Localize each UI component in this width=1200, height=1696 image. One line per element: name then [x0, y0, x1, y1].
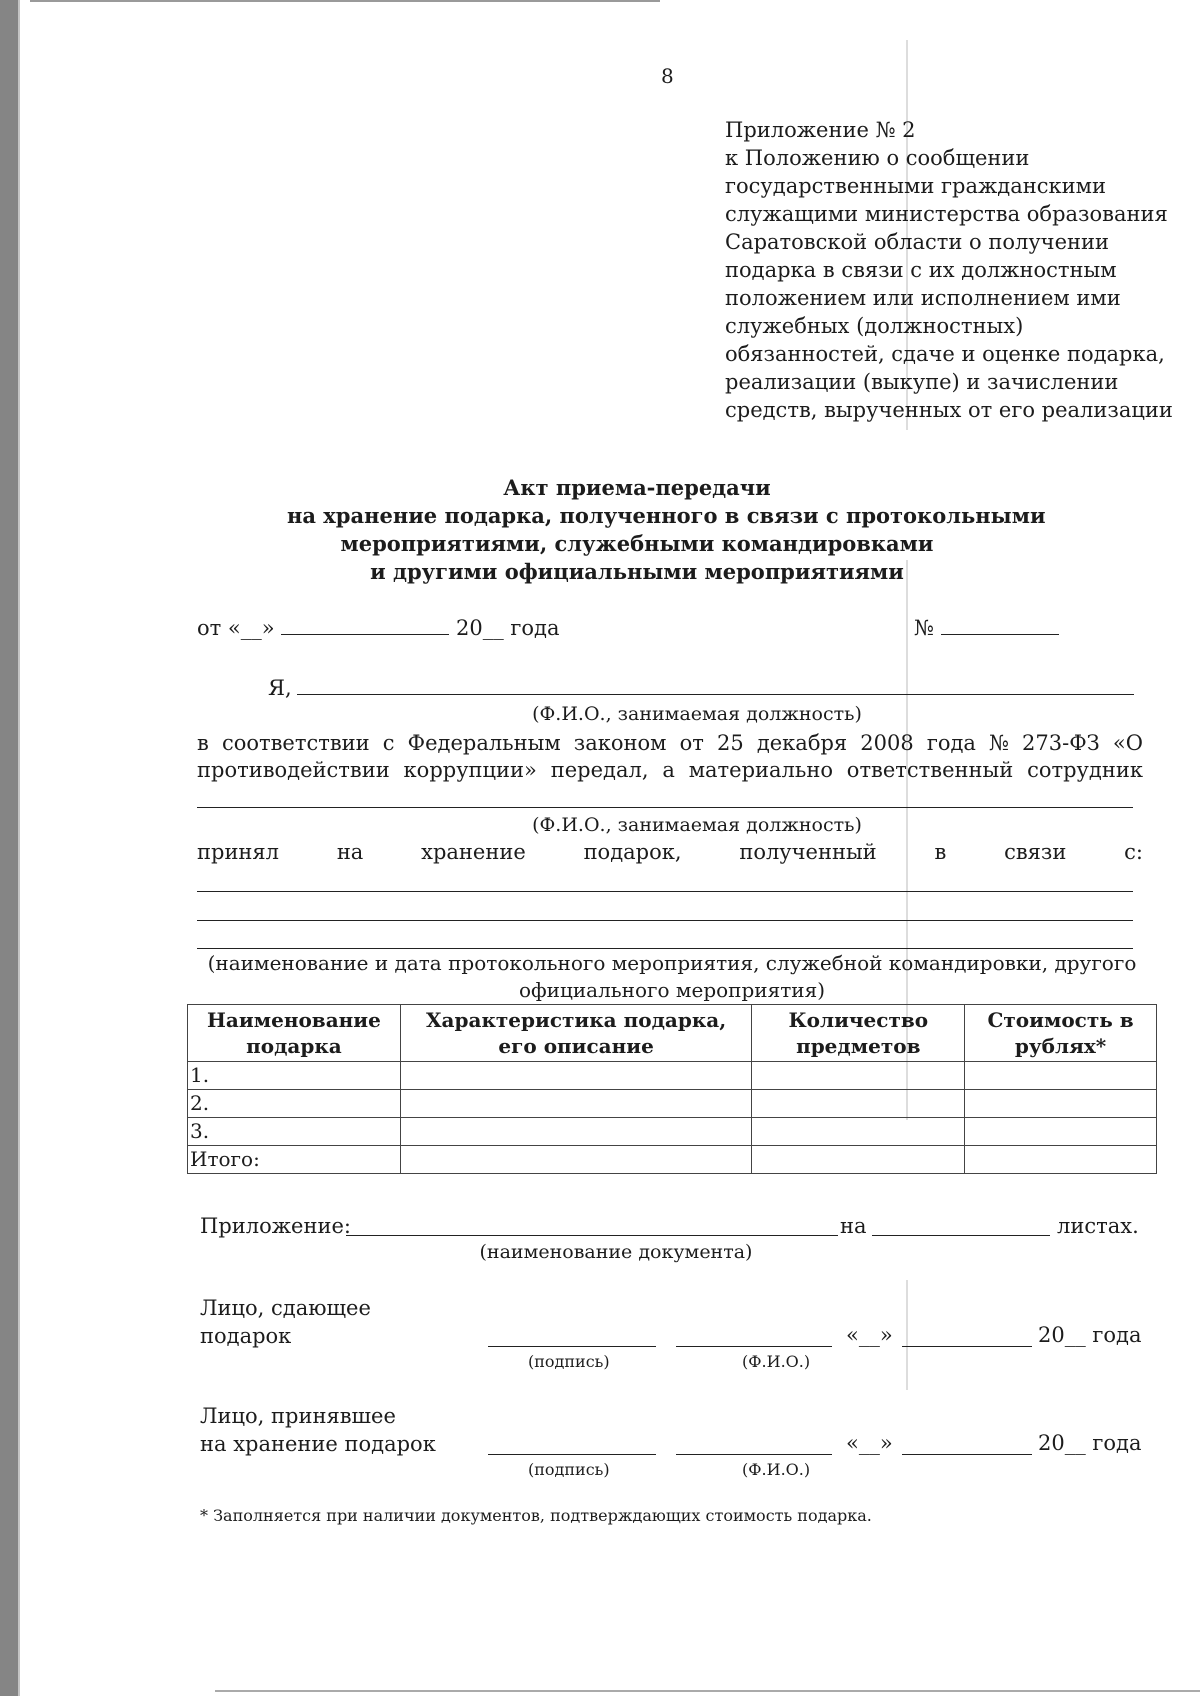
- word: принял: [197, 840, 280, 864]
- receiver-signature-blank[interactable]: [488, 1454, 656, 1455]
- footnote: * Заполняется при наличии документов, подтверждающих стоимость подарка.: [200, 1506, 872, 1525]
- scan-fold-line: [906, 1280, 908, 1390]
- appendix-line: подарка в связи с их должностным: [725, 258, 1117, 282]
- giver-date-day: «__»: [846, 1323, 893, 1347]
- table-cell[interactable]: [400, 1118, 751, 1146]
- appendix-line: государственными гражданскими: [725, 174, 1106, 198]
- act-title-line: мероприятиями, служебными командировками: [340, 531, 934, 556]
- giver-person-line: подарок: [200, 1324, 292, 1348]
- event-caption-line: (наименование и дата протокольного мероприятия, служебной командировки, другого: [207, 951, 1137, 975]
- table-cell[interactable]: [965, 1090, 1157, 1118]
- word: на: [336, 840, 364, 864]
- receiver-person-line: на хранение подарок: [200, 1432, 436, 1456]
- word: в: [197, 731, 209, 755]
- event-caption: [187, 950, 1157, 1004]
- law-text-line-2: [197, 756, 1143, 784]
- word: года: [926, 731, 976, 755]
- word: связи: [1004, 840, 1067, 864]
- word: с:: [1124, 840, 1143, 864]
- receiver-date-month-blank[interactable]: [902, 1454, 1032, 1455]
- column-header-cost: Стоимость в рублях*: [965, 1005, 1157, 1062]
- receiver-fio-caption: (Ф.И.О., занимаемая должность): [532, 814, 862, 836]
- table-cell[interactable]: 1.: [188, 1062, 401, 1090]
- giver-fio-name-blank[interactable]: [676, 1346, 832, 1347]
- gifts-table: [187, 1004, 1157, 1174]
- word: полученный: [739, 840, 877, 864]
- column-header-description: Характеристика подарка, его описание: [400, 1005, 751, 1062]
- receiver-person-line: Лицо, принявшее: [200, 1404, 396, 1428]
- word: а: [662, 758, 675, 782]
- event-blank-2[interactable]: [197, 920, 1133, 921]
- appendix-line: реализации (выкупе) и зачислении: [725, 370, 1119, 394]
- word: подарок,: [583, 840, 682, 864]
- attachment-sheets-blank[interactable]: [872, 1235, 1050, 1236]
- attachment-label: Приложение:: [200, 1214, 351, 1238]
- act-title-line: Акт приема-передачи: [503, 475, 771, 500]
- ya-label: Я,: [268, 676, 292, 700]
- word: сотрудник: [1027, 758, 1143, 782]
- event-caption-line: официального мероприятия): [518, 978, 826, 1002]
- date-year: 20__ года: [456, 616, 560, 640]
- act-title-line: и другими официальными мероприятиями: [370, 559, 904, 584]
- accepted-line: [197, 838, 1143, 866]
- table-cell[interactable]: [400, 1062, 751, 1090]
- word: хранение: [421, 840, 526, 864]
- table-cell: Итого:: [188, 1146, 401, 1174]
- receiver-date-year: 20__ года: [1038, 1431, 1142, 1455]
- table-cell[interactable]: [965, 1062, 1157, 1090]
- table-cell[interactable]: 2.: [188, 1090, 401, 1118]
- table-cell[interactable]: [752, 1146, 965, 1174]
- table-row-total: [188, 1146, 1157, 1174]
- act-number-blank[interactable]: [941, 614, 1059, 635]
- word: Федеральным: [407, 731, 561, 755]
- act-title: [287, 474, 1046, 586]
- table-row: [188, 1090, 1157, 1118]
- word: 273-ФЗ: [1022, 731, 1100, 755]
- receiver-sign-caption: (подпись): [528, 1460, 610, 1479]
- giver-fio-blank[interactable]: [297, 694, 1134, 695]
- giver-date-year: 20__ года: [1038, 1323, 1142, 1347]
- word: с: [382, 731, 395, 755]
- date-month-blank[interactable]: [281, 614, 449, 635]
- word: передал,: [550, 758, 649, 782]
- appendix-line: служебных (должностных): [725, 314, 1024, 338]
- word: в: [934, 840, 947, 864]
- word: декабря: [756, 731, 848, 755]
- giver-person-line: Лицо, сдающее: [200, 1296, 371, 1320]
- column-header-quantity: Количество предметов: [752, 1005, 965, 1062]
- attachment-on: на: [840, 1214, 867, 1238]
- attachment-name-blank[interactable]: [346, 1235, 838, 1236]
- word: ответственный: [846, 758, 1014, 782]
- receiver-fio-short-caption: (Ф.И.О.): [742, 1460, 811, 1479]
- appendix-line: обязанностей, сдаче и оценке подарка,: [725, 342, 1165, 366]
- scan-left-edge: [0, 0, 18, 1696]
- word: 25: [716, 731, 744, 755]
- table-cell[interactable]: [400, 1090, 751, 1118]
- table-cell[interactable]: [965, 1118, 1157, 1146]
- table-row: [188, 1118, 1157, 1146]
- page-number: 8: [661, 64, 674, 88]
- appendix-line: служащими министерства образования: [725, 202, 1168, 226]
- receiver-fio-name-blank[interactable]: [676, 1454, 832, 1455]
- word: противодействии: [197, 758, 390, 782]
- scan-top-edge: [30, 0, 660, 2]
- receiver-date-day: «__»: [846, 1431, 893, 1455]
- receiver-fio-blank[interactable]: [197, 807, 1133, 808]
- act-number-line: [914, 614, 1059, 642]
- act-date-line: [197, 614, 560, 642]
- act-title-line: на хранение подарка, полученного в связи с протокольными: [287, 503, 1046, 528]
- table-cell[interactable]: [400, 1146, 751, 1174]
- word: №: [989, 731, 1009, 755]
- word: коррупции»: [403, 758, 537, 782]
- appendix-line: к Положению о сообщении: [725, 146, 1030, 170]
- appendix-title: Приложение № 2: [725, 118, 916, 142]
- giver-sign-caption: (подпись): [528, 1352, 610, 1371]
- table-cell[interactable]: [752, 1090, 965, 1118]
- giver-person-label: [200, 1294, 371, 1350]
- scan-left-edge-shadow: [18, 0, 20, 1696]
- appendix-line: положением или исполнением ими: [725, 286, 1121, 310]
- word: соответствии: [221, 731, 370, 755]
- table-row: [188, 1062, 1157, 1090]
- table-cell[interactable]: [752, 1062, 965, 1090]
- word: от: [679, 731, 704, 755]
- giver-fio-caption: (Ф.И.О., занимаемая должность): [532, 703, 862, 725]
- giver-fio-short-caption: (Ф.И.О.): [742, 1352, 811, 1371]
- event-blank-1[interactable]: [197, 891, 1133, 892]
- column-header-name: Наименование подарка: [188, 1005, 401, 1062]
- appendix-block: [725, 116, 1173, 424]
- word: 2008: [860, 731, 914, 755]
- table-cell[interactable]: [752, 1118, 965, 1146]
- receiver-person-label: [200, 1402, 436, 1458]
- table-header-row: [188, 1005, 1157, 1062]
- giver-date-month-blank[interactable]: [902, 1346, 1032, 1347]
- number-sign: №: [914, 616, 934, 640]
- date-from: от «__»: [197, 616, 275, 640]
- event-blank-3[interactable]: [197, 948, 1133, 949]
- appendix-line: Саратовской области о получении: [725, 230, 1109, 254]
- attachment-sheets: листах.: [1057, 1214, 1139, 1238]
- word: материально: [688, 758, 833, 782]
- scan-bottom-edge: [215, 1690, 1200, 1692]
- law-text-line-1: [197, 729, 1143, 757]
- attachment-caption: (наименование документа): [479, 1241, 753, 1263]
- word: законом: [573, 731, 667, 755]
- table-cell[interactable]: 3.: [188, 1118, 401, 1146]
- appendix-line: средств, вырученных от его реализации: [725, 398, 1173, 422]
- giver-signature-blank[interactable]: [488, 1346, 656, 1347]
- word: «О: [1112, 731, 1143, 755]
- table-cell[interactable]: [965, 1146, 1157, 1174]
